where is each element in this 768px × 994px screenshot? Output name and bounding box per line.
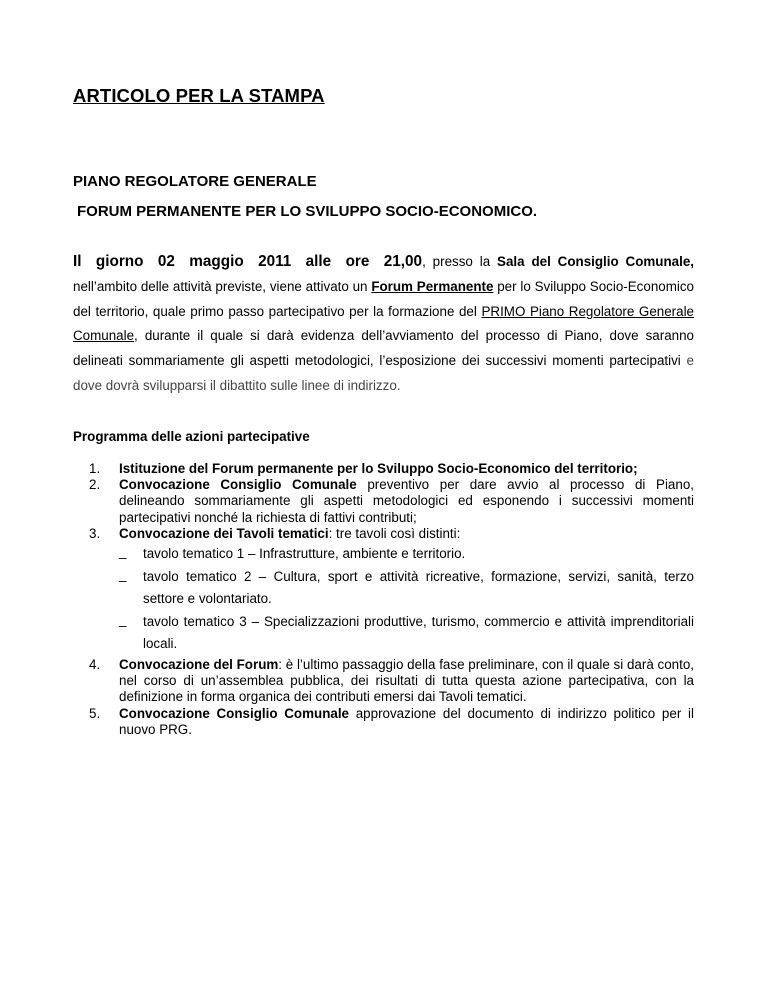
intro-text-3: per lo Sviluppo Socio-Economico del territorio, quale primo passo partecipativo per la formazione del [73, 278, 694, 319]
list-item [73, 477, 694, 526]
intro-text-2: nell’ambito delle attività previste, viene attivato un [73, 278, 372, 294]
sub-item-text: tavolo tematico 3 – Specializzazioni produttive, turismo, commercio e attività imprenditoriali locali. [143, 614, 694, 652]
intro-text-1: , presso la [422, 254, 498, 269]
dash-marker: _ [119, 612, 127, 628]
item-bold: Convocazione del Forum [119, 657, 279, 673]
list-number: 3. [89, 525, 101, 541]
item-text: : tre tavoli così distinti: [328, 525, 461, 541]
item-text: approvazione del documento di indirizzo politico per il nuovo PRG. [119, 705, 694, 737]
list-item [73, 657, 694, 706]
list-item [73, 461, 694, 477]
sub-item-text: tavolo tematico 2 – Cultura, sport e attività ricreative, formazione, servizi, sanità, terzo settore e volontariato. [143, 569, 694, 607]
intro-text-5: e dove dovrà svilupparsi il dibattito sulle linee di indirizzo. [73, 353, 695, 393]
subtitle-forum: FORUM PERMANENTE PER LO SVILUPPO SOCIO-ECONOMICO. [77, 203, 538, 220]
list-number: 5. [89, 705, 101, 721]
article-title: ARTICOLO PER LA STAMPA [73, 85, 325, 106]
subtitle-prg: PIANO REGOLATORE GENERALE [73, 173, 317, 190]
forum-permanente-label: Forum Permanente [371, 278, 494, 294]
list-item [73, 526, 694, 542]
program-list [73, 461, 694, 738]
intro-paragraph [73, 250, 694, 399]
item-text: preventivo per dare avvio al processo di Piano, delineando sommariamente gli aspetti metodologici ed esponendo i successivi momenti partecipativi nonché la richiesta di fattivi contributi; [119, 477, 694, 525]
list-item [73, 706, 694, 738]
sub-item-text: tavolo tematico 1 – Infrastrutture, ambiente e territorio. [143, 546, 466, 562]
item-bold: Convocazione Consiglio Comunale [119, 705, 349, 721]
venue-name: Sala del Consiglio Comunale, [497, 254, 694, 269]
program-heading: Programma delle azioni partecipative [73, 429, 310, 444]
item-bold: Convocazione Consiglio Comunale [119, 477, 357, 493]
item-bold: Convocazione dei Tavoli tematici [119, 525, 329, 541]
event-date-time: Il giorno 02 maggio 2011 alle ore 21,00 [73, 253, 423, 270]
sub-list-item [73, 543, 694, 565]
sub-list-item [73, 611, 694, 655]
item-text: : è l’ultimo passaggio della fase preliminare, con il quale si darà conto, nel corso di un’assemblea pubblica, dei risultati di tutta questa azione partecipativa, con la definizione in forma organica dei contributi emersi dai Tavoli tematici. [119, 657, 694, 705]
item-bold: Istituzione del Forum permanente per lo Sviluppo Socio-Economico del territorio; [119, 461, 638, 476]
list-number: 1. [89, 461, 101, 476]
dash-marker: _ [119, 567, 127, 583]
primo-piano-label: PRIMO Piano Regolatore Generale Comunale [73, 303, 694, 344]
sub-list-item [73, 566, 694, 610]
list-number: 4. [89, 657, 101, 673]
dash-marker: _ [119, 544, 127, 560]
intro-text-4: , durante il quale si darà evidenza dell’avviamento del processo di Piano, dove saranno delineati sommariamente gli aspetti metodologici, l’esposizione dei successivi momenti partecipativi [73, 328, 694, 369]
list-number: 2. [89, 477, 101, 493]
